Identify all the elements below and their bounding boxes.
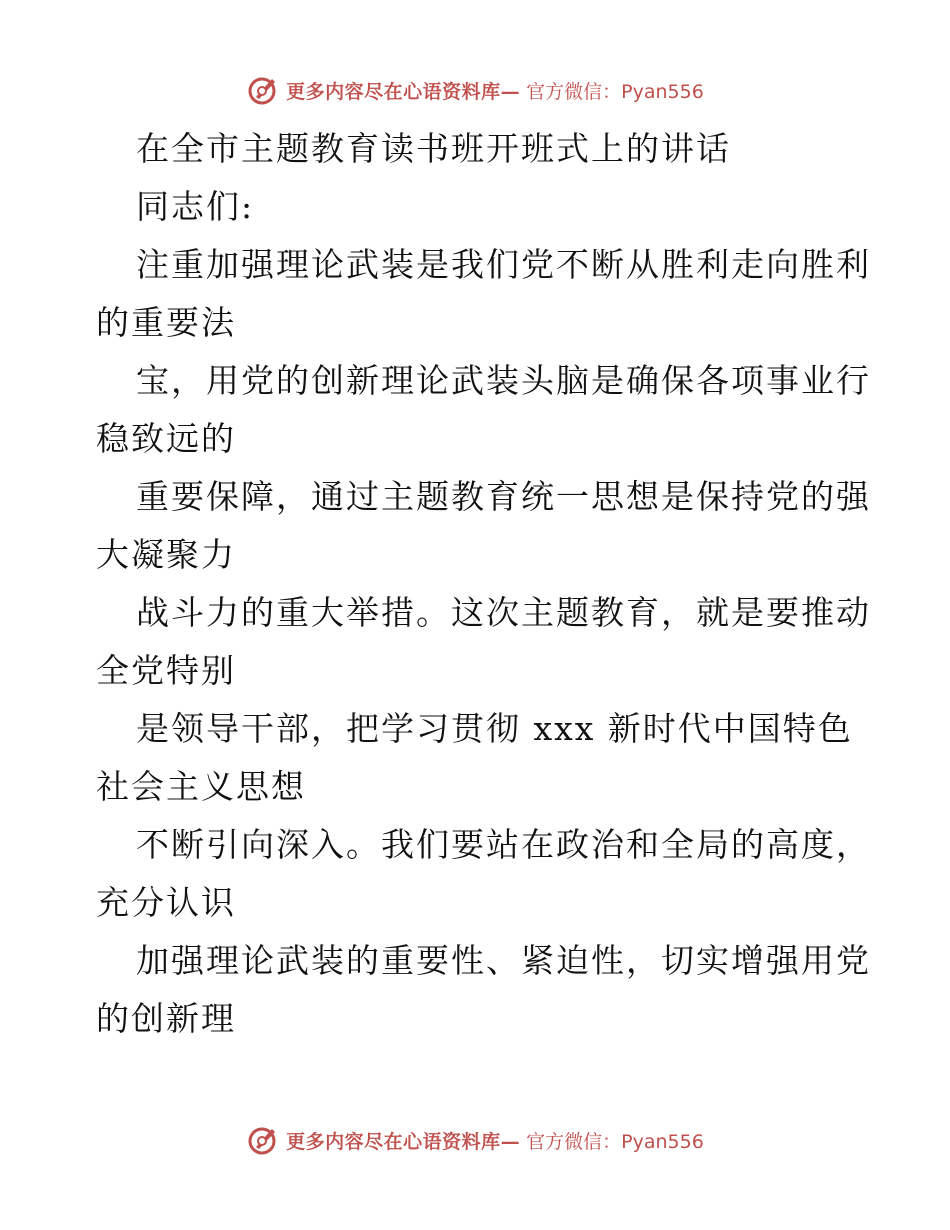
banner-site-text: 更多内容尽在心语资料库— bbox=[286, 80, 521, 103]
paragraph-line: 战斗力的重大举措。这次主题教育，就是要推动 bbox=[136, 593, 871, 632]
paragraph-line: 充分认识 bbox=[96, 883, 236, 922]
paragraph-line: 的创新理 bbox=[96, 999, 236, 1038]
quill-logo-icon bbox=[246, 1123, 280, 1157]
footer-banner bbox=[0, 1120, 950, 1160]
paragraph-line: 稳致远的 bbox=[96, 419, 236, 458]
header-banner bbox=[0, 70, 950, 110]
document-body bbox=[96, 120, 871, 1048]
paragraph-line: 大凝聚力 bbox=[96, 535, 236, 574]
paragraph-line: 注重加强理论武装是我们党不断从胜利走向胜利 bbox=[136, 245, 871, 284]
paragraph-line: 是领导干部，把学习贯彻 xxx 新时代中国特色 bbox=[136, 709, 853, 748]
paragraph-line: 全党特别 bbox=[96, 651, 236, 690]
paragraph-line: 社会主义思想 bbox=[96, 767, 306, 806]
paragraph-line: 宝，用党的创新理论武装头脑是确保各项事业行 bbox=[136, 361, 871, 400]
paragraph-line: 加强理论武装的重要性、紧迫性，切实增强用党 bbox=[136, 941, 871, 980]
paragraph-line: 的重要法 bbox=[96, 303, 236, 342]
banner-site-text: 更多内容尽在心语资料库— bbox=[286, 1130, 521, 1153]
salutation: 同志们: bbox=[136, 187, 255, 226]
paragraph-line: 不断引向深入。我们要站在政治和全局的高度， bbox=[136, 825, 871, 864]
banner-wechat-text: 官方微信：Pyan556 bbox=[526, 80, 704, 103]
paragraph-line: 重要保障，通过主题教育统一思想是保持党的强 bbox=[136, 477, 871, 516]
quill-logo-icon bbox=[246, 73, 280, 107]
document-title: 在全市主题教育读书班开班式上的讲话 bbox=[136, 129, 731, 168]
banner-wechat-text: 官方微信：Pyan556 bbox=[526, 1130, 704, 1153]
